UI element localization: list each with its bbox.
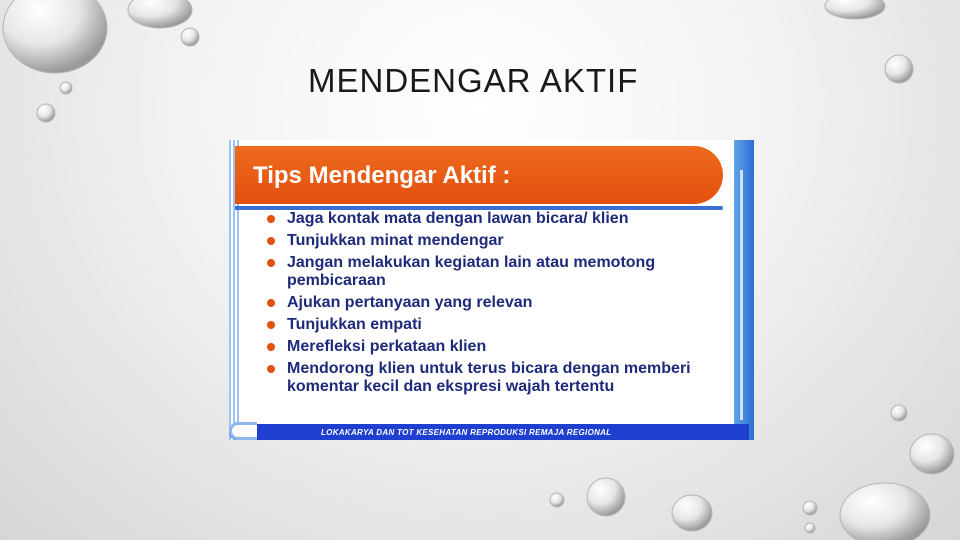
bullet-icon <box>267 215 275 223</box>
footer-text: LOKAKARYA DAN TOT KESEHATAN REPRODUKSI REMAJA REGIONAL <box>321 428 612 437</box>
bullet-icon <box>267 343 275 351</box>
bullet-icon <box>267 237 275 245</box>
tips-header: Tips Mendengar Aktif : <box>253 162 511 189</box>
tip-text: Merefleksi perkataan klien <box>287 338 487 355</box>
bullet-icon <box>267 321 275 329</box>
tip-text: Tunjukkan empati <box>287 316 422 333</box>
bullet-icon <box>267 259 275 267</box>
footer-bar <box>229 424 749 440</box>
tip-item <box>267 210 707 228</box>
tip-item <box>267 254 707 290</box>
bullet-icon <box>267 365 275 373</box>
tip-text: Jangan melakukan kegiatan lain atau memotong pembicaraan <box>287 254 656 289</box>
tip-text: Jaga kontak mata dengan lawan bicara/ klien <box>287 210 629 227</box>
tip-item <box>267 316 707 334</box>
tip-text: Ajukan pertanyaan yang relevan <box>287 294 533 311</box>
right-blue-bar <box>734 140 754 440</box>
tip-item <box>267 338 707 356</box>
tip-item <box>267 360 707 396</box>
tips-header-band <box>235 146 723 204</box>
slide-title: MENDENGAR AKTIF <box>308 62 639 99</box>
tip-item <box>267 294 707 312</box>
tip-text: Mendorong klien untuk terus bicara dengan memberi komentar kecil dan ekspresi wajah tertentu <box>287 360 691 395</box>
footer-curve-decoration <box>229 422 257 440</box>
tip-text: Tunjukkan minat mendengar <box>287 232 504 249</box>
tips-list <box>267 210 707 400</box>
tips-slide-image <box>229 140 754 440</box>
bullet-icon <box>267 299 275 307</box>
tip-item <box>267 232 707 250</box>
